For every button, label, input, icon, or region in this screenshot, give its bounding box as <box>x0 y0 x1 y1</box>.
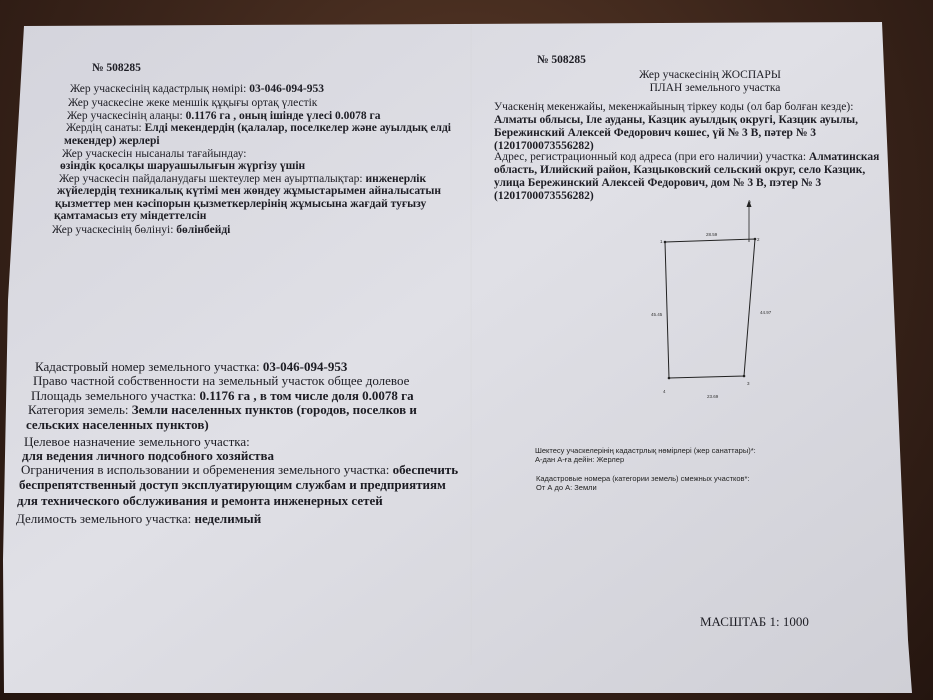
adjacent-kz-label: Шектесу учаскелерінің кадастрлық нөмірлері (жер санаттары)*: <box>535 446 756 455</box>
address-kz-line-1: Алматы облысы, Іле ауданы, Казцик ауылдық округі, Казцик ауылы, <box>494 114 858 126</box>
vertex-3 <box>743 375 746 378</box>
north-label: А <box>748 199 752 204</box>
adjacent-ru-value: От А до А: Земли <box>536 483 597 492</box>
adjacent-ru-label: Кадастровые номера (категории земель) смежных участков*: <box>536 474 750 483</box>
side-length-bottom: 23.69 <box>707 394 719 399</box>
kz-line-cadastral: Жер учаскесінің кадастрлық нөмірі: 03-046-094-953 <box>70 83 324 95</box>
vertex-label-3: 3 <box>747 381 750 386</box>
kz-line-divisibility: Жер учаскесінің бөлінуі: бөлінбейді <box>52 224 231 236</box>
kz-line-category-cont: мекендер) жерлері <box>64 135 160 147</box>
ru-line-area: Площадь земельного участка: 0.1176 га , в том числе доля 0.0078 га <box>31 388 414 403</box>
side-length-right: 44.97 <box>760 310 772 315</box>
address-kz-label: Учаскенің мекенжайы, мекенжайының тіркеу коды (ол бар болған кезде): <box>494 101 854 113</box>
ru-line-restrictions: Ограничения в использовании и обременения земельного участка: обеспечить <box>21 462 459 477</box>
plan-title-ru: ПЛАН земельного участка <box>649 82 781 94</box>
vertex-label-2: 2 <box>757 237 760 242</box>
kz-line-purpose-label: Жер учаскесін нысаналы тағайындау: <box>62 148 247 160</box>
kz-line-purpose: өзіндік қосалқы шаруашылығын жүргізу үшін <box>60 160 306 172</box>
certificate-number-left: № 508285 <box>92 62 141 74</box>
address-ru-line-1: Адрес, регистрационный код адреса (при его наличии) участка: Алматинская <box>494 151 880 163</box>
address-ru-line-4: (1201700073556282) <box>494 190 594 202</box>
kz-line-restrictions: Жер учаскесін пайдаланудағы шектеулер мен ауыртпалықтар: инженерлік <box>59 173 427 185</box>
paper-fold <box>470 25 472 665</box>
kz-line-ownership: Жер учаскесіне жеке меншік құқығы ортақ үлестік <box>68 97 318 109</box>
certificate-number-right: № 508285 <box>537 54 586 66</box>
land-plot-plan <box>640 192 780 412</box>
kz-line-restrictions-2: жүйелердің техникалық күтімі мен жөндеу жұмыстарымен айналысатын <box>57 185 442 197</box>
ru-line-restrictions-3: для технического обслуживания и ремонта инженерных сетей <box>17 493 383 508</box>
side-length-top: 28.59 <box>706 232 718 237</box>
ru-line-restrictions-2: беспрепятственный доступ эксплуатирующим службам и предприятиям <box>19 477 446 492</box>
vertex-2 <box>754 238 757 241</box>
plan-title-kz: Жер учаскесінің ЖОСПАРЫ <box>639 69 781 81</box>
plan-scale: МАСШТАБ 1: 1000 <box>700 614 809 629</box>
side-length-left: 45.45 <box>651 312 663 317</box>
ru-line-purpose-label: Целевое назначение земельного участка: <box>24 434 250 449</box>
kz-line-area: Жер учаскесінің алаңы: 0.1176 га , оның ішінде үлесі 0.0078 га <box>67 110 381 122</box>
address-kz-line-3: (1201700073556282) <box>494 140 594 152</box>
ru-line-category: Категория земель: Земли населенных пунктов (городов, поселков и <box>28 402 417 417</box>
vertex-label-1: 1 <box>660 239 663 244</box>
ru-line-cadastral: Кадастровый номер земельного участка: 03-046-094-953 <box>35 359 348 374</box>
land-plot-outline <box>665 239 755 378</box>
vertex-label-4: 4 <box>663 389 666 394</box>
address-ru-line-3: улица Бережинский Алексей Федорович, дом № 3 В, пэтер № 3 <box>494 177 822 189</box>
ru-line-purpose: для ведения личного подсобного хозяйства <box>22 448 275 463</box>
ru-line-ownership: Право частной собственности на земельный участок общее долевое <box>33 373 410 388</box>
ru-line-divisibility: Делимость земельного участка: неделимый <box>16 511 262 526</box>
adjacent-kz-value: А-дан А-ға дейін: Жерлер <box>535 455 625 464</box>
ru-line-category-cont: сельских населенных пунктов) <box>26 417 209 432</box>
address-kz-line-2: Бережинский Алексей Федорович көшес, үй № 3 В, пәтер № 3 <box>494 127 817 139</box>
vertex-4 <box>668 377 671 380</box>
kz-line-restrictions-4: қамтамасыз ету міндеттелсін <box>54 210 207 222</box>
vertex-1 <box>664 241 667 244</box>
kz-line-category: Жердің санаты: Елді мекендердің (қалалар, поселкелер және ауылдық елді <box>66 122 452 134</box>
address-ru-line-2: область, Илийский район, Казцыковский сельский округ, село Казцик, <box>494 164 866 176</box>
kz-line-restrictions-3: қызметтер мен кәсіпорын қызметкерлерінің жұмысына жағдай туғызу <box>55 198 427 210</box>
